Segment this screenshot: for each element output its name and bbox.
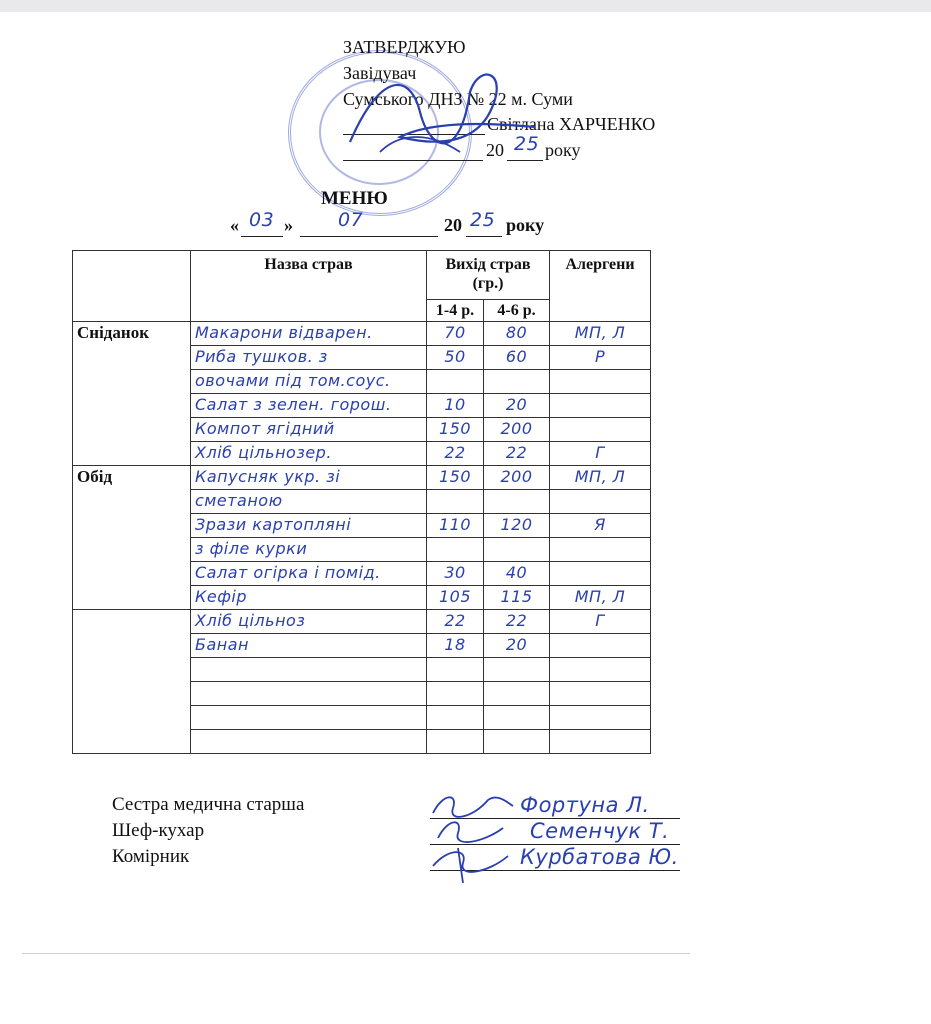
dish-cell: з філе курки xyxy=(191,538,427,562)
output-4-6-cell: 200 xyxy=(484,418,550,442)
page-bottom-divider xyxy=(22,953,690,954)
output-4-6-cell xyxy=(484,538,550,562)
output-1-4-cell xyxy=(427,370,484,394)
output-4-6-cell: 40 xyxy=(484,562,550,586)
output-1-4-cell: 22 xyxy=(427,442,484,466)
signature-name-nurse: Фортуна Л. xyxy=(520,793,650,817)
approval-year-prefix: 20 xyxy=(486,140,504,160)
output-4-6-cell: 80 xyxy=(484,322,550,346)
allergen-cell xyxy=(550,706,651,730)
signature-role-nurse: Сестра медична старша xyxy=(112,794,305,815)
output-1-4-cell xyxy=(427,682,484,706)
signature-name-storekeeper: Курбатова Ю. xyxy=(520,845,679,869)
output-4-6-cell xyxy=(484,490,550,514)
table-row xyxy=(73,322,651,346)
allergen-cell xyxy=(550,538,651,562)
allergen-cell: МП, Л xyxy=(550,586,651,610)
header-age-1-4: 1-4 р. xyxy=(427,300,484,322)
output-4-6-cell xyxy=(484,370,550,394)
approver-name: Світлана ХАРЧЕНКО xyxy=(487,114,656,134)
output-1-4-cell: 18 xyxy=(427,634,484,658)
dish-cell: сметаною xyxy=(191,490,427,514)
menu-title: МЕНЮ xyxy=(321,188,388,209)
output-4-6-cell: 200 xyxy=(484,466,550,490)
date-year-suffix: року xyxy=(506,215,545,235)
output-1-4-cell: 150 xyxy=(427,418,484,442)
header-meal xyxy=(73,251,191,322)
output-1-4-cell: 110 xyxy=(427,514,484,538)
allergen-cell: Р xyxy=(550,346,651,370)
output-1-4-cell xyxy=(427,706,484,730)
date-year-prefix: 20 xyxy=(444,215,462,235)
output-4-6-cell xyxy=(484,706,550,730)
menu-table xyxy=(72,250,651,754)
allergen-cell xyxy=(550,682,651,706)
output-4-6-cell: 22 xyxy=(484,610,550,634)
meal-section: Сніданок xyxy=(73,322,191,466)
dish-cell: Зрази картопляні xyxy=(191,514,427,538)
allergen-cell: МП, Л xyxy=(550,322,651,346)
allergen-cell xyxy=(550,370,651,394)
dish-cell xyxy=(191,658,427,682)
output-4-6-cell: 20 xyxy=(484,394,550,418)
date-close-quote: » xyxy=(284,215,293,235)
header-age-4-6: 4-6 р. xyxy=(484,300,550,322)
output-1-4-cell xyxy=(427,658,484,682)
allergen-cell: Г xyxy=(550,442,651,466)
output-4-6-cell xyxy=(484,730,550,754)
output-4-6-cell: 22 xyxy=(484,442,550,466)
dish-cell: Кефір xyxy=(191,586,427,610)
output-1-4-cell: 10 xyxy=(427,394,484,418)
output-4-6-cell: 60 xyxy=(484,346,550,370)
approval-year-suffix: року xyxy=(545,140,581,160)
dish-cell xyxy=(191,706,427,730)
header-allergens: Алергени xyxy=(550,251,651,322)
date-day-handwritten: 03 xyxy=(249,209,275,231)
output-4-6-cell xyxy=(484,682,550,706)
date-year-handwritten: 25 xyxy=(470,209,496,231)
header-output: Вихід страв (гр.) xyxy=(427,251,550,300)
signature-name-chef: Семенчук Т. xyxy=(530,819,670,843)
allergen-cell xyxy=(550,490,651,514)
output-1-4-cell xyxy=(427,490,484,514)
institution-name: Сумського ДНЗ № 22 м. Суми xyxy=(343,89,573,109)
date-month-handwritten: 07 xyxy=(338,209,364,231)
dish-cell: Банан xyxy=(191,634,427,658)
dish-cell: Хліб цільноз xyxy=(191,610,427,634)
table-row xyxy=(73,610,651,634)
signature-scribbles xyxy=(428,788,518,888)
allergen-cell xyxy=(550,562,651,586)
output-4-6-cell: 20 xyxy=(484,634,550,658)
dish-cell: Макарони відварен. xyxy=(191,322,427,346)
meal-section xyxy=(73,610,191,754)
dish-cell: овочами під том.соус. xyxy=(191,370,427,394)
dish-cell: Компот ягідний xyxy=(191,418,427,442)
output-1-4-cell: 70 xyxy=(427,322,484,346)
output-1-4-cell: 105 xyxy=(427,586,484,610)
output-1-4-cell: 22 xyxy=(427,610,484,634)
allergen-cell: Я xyxy=(550,514,651,538)
dish-cell: Салат з зелен. горош. xyxy=(191,394,427,418)
viewer-top-bar xyxy=(0,0,931,12)
dish-cell: Хліб цільнозер. xyxy=(191,442,427,466)
meal-section: Обід xyxy=(73,466,191,610)
output-4-6-cell: 120 xyxy=(484,514,550,538)
approval-year-handwritten: 25 xyxy=(514,133,540,155)
output-4-6-cell xyxy=(484,658,550,682)
dish-cell: Капусняк укр. зі xyxy=(191,466,427,490)
output-1-4-cell xyxy=(427,730,484,754)
allergen-cell: МП, Л xyxy=(550,466,651,490)
signature-role-chef: Шеф-кухар xyxy=(112,820,205,841)
header-dish: Назва страв xyxy=(191,251,427,322)
dish-cell xyxy=(191,682,427,706)
allergen-cell: Г xyxy=(550,610,651,634)
allergen-cell xyxy=(550,658,651,682)
approver-signature xyxy=(340,52,540,172)
dish-cell: Салат огірка і помід. xyxy=(191,562,427,586)
allergen-cell xyxy=(550,394,651,418)
output-4-6-cell: 115 xyxy=(484,586,550,610)
table-row xyxy=(73,466,651,490)
approve-heading: ЗАТВЕРДЖУЮ xyxy=(343,37,466,57)
date-open-quote: « xyxy=(230,215,239,235)
allergen-cell xyxy=(550,730,651,754)
allergen-cell xyxy=(550,418,651,442)
signature-role-storekeeper: Комірник xyxy=(112,846,190,867)
output-1-4-cell: 50 xyxy=(427,346,484,370)
output-1-4-cell: 30 xyxy=(427,562,484,586)
output-1-4-cell xyxy=(427,538,484,562)
approver-position: Завідувач xyxy=(343,63,417,83)
output-1-4-cell: 150 xyxy=(427,466,484,490)
allergen-cell xyxy=(550,634,651,658)
dish-cell xyxy=(191,730,427,754)
dish-cell: Риба тушков. з xyxy=(191,346,427,370)
